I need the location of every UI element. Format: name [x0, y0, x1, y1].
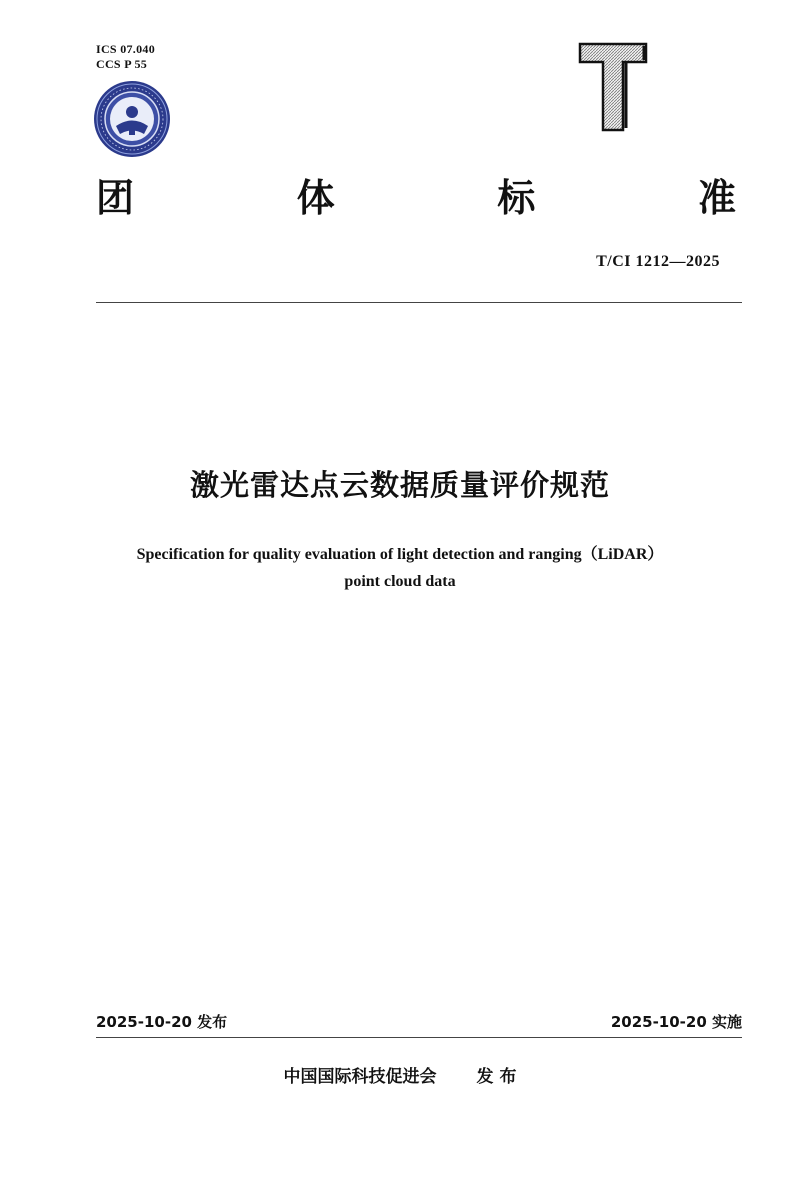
- ics-code: ICS 07.040: [96, 42, 156, 56]
- standard-type-char: 团: [96, 176, 135, 220]
- publisher-line: [0, 1062, 800, 1087]
- standard-number: T/CI 1212—2025: [596, 253, 720, 270]
- standard-type-char: 标: [497, 176, 536, 220]
- title-english-line: point cloud data: [344, 573, 456, 590]
- publisher-name: 中国国际科技促进会: [283, 1067, 437, 1087]
- implementation-date: 2025-10-20 实施: [610, 1013, 742, 1031]
- publisher-action: 发 布: [476, 1067, 517, 1087]
- standard-type-char: 体: [296, 176, 335, 220]
- standard-type-heading: [96, 170, 736, 226]
- title-english: [60, 541, 740, 595]
- title-chinese: 激光雷达点云数据质量评价规范: [189, 468, 610, 502]
- footer-divider: [96, 1037, 742, 1038]
- organization-seal-icon: [92, 79, 172, 159]
- classification-codes: [96, 42, 155, 72]
- ccs-code: CCS P 55: [96, 57, 148, 71]
- header-divider: [96, 302, 742, 303]
- standard-letter-t-icon: [578, 42, 648, 132]
- standard-type-char: 准: [697, 176, 736, 220]
- publish-date: 2025-10-20 发布: [96, 1013, 228, 1031]
- title-english-line: Specification for quality evaluation of light detection and ranging（LiDAR）: [136, 546, 664, 563]
